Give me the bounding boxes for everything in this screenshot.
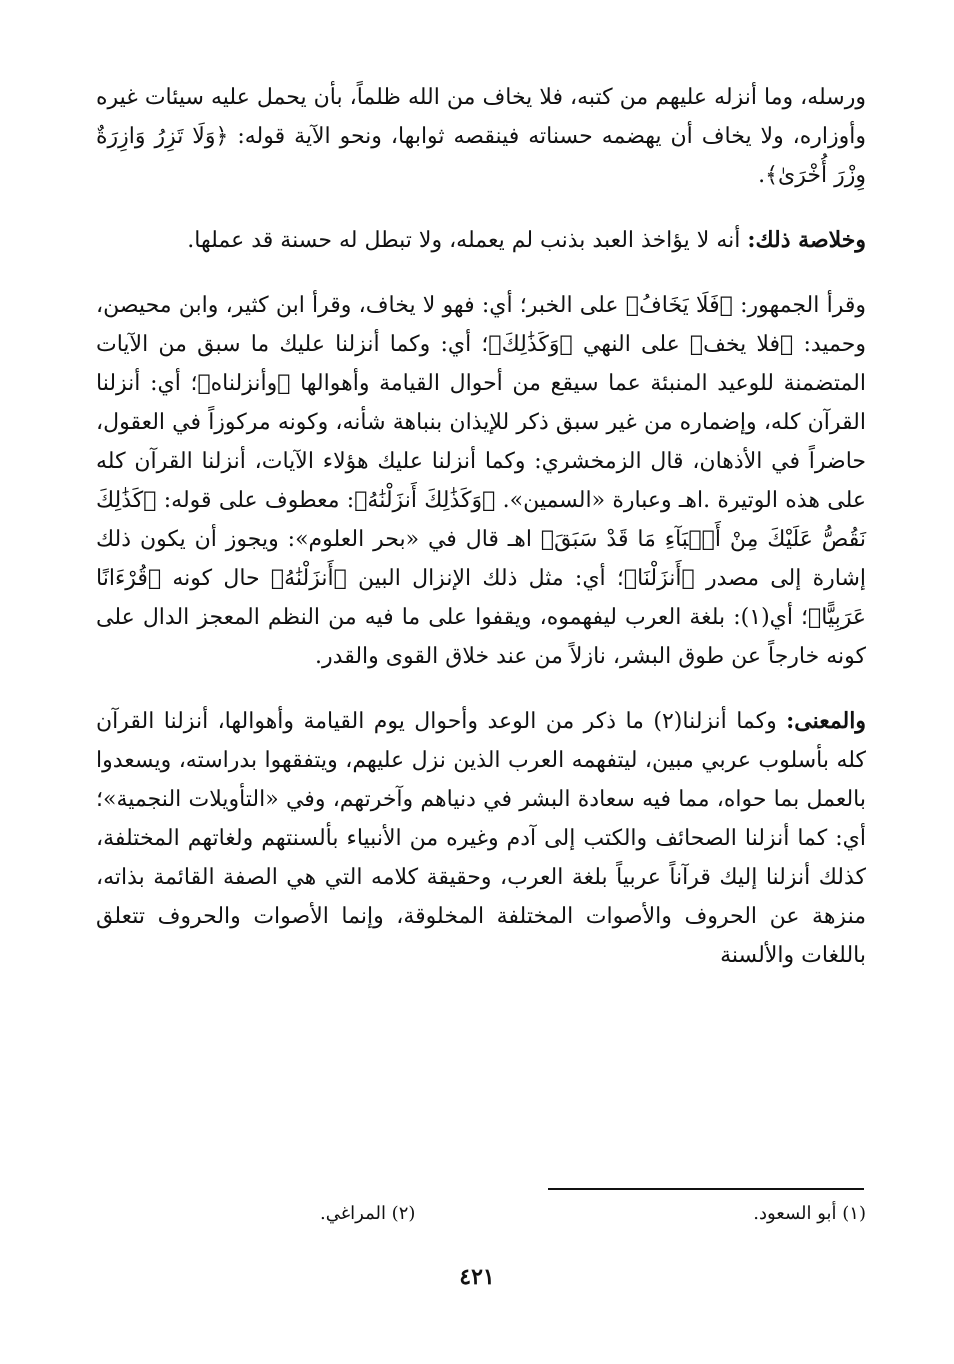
paragraph-1: [96, 78, 866, 195]
paragraph-4-text: وكما أنزلنا(٢) ما ذكر من الوعد وأحوال يوم القيامة وأهوالها، أنزلنا القرآن كله بأسلوب عربي مبين، ليتفهمه العرب الذين نزل عليهم، ويتفقهوا بدراسته، ويسعدوا بالعمل بما حواه، مما فيه سعادة البشر في دنياهم وآخرتهم، وفي «التأويلات النجمية»؛ أي: كما أنزلنا الصحائف والكتب إلى آدم وغيره من الأنبياء بألسنتهم ولغاتهم المختلفة، كذلك أنزلنا إليك قرآناً عربياً بلغة العرب، وحقيقة كلامه التي هي الصفة القائمة بذاته، منزهة عن الحروف والأصوات المختلفة المخلوقة، وإنما الأصوات والحروف تتعلق باللغات والألسنة: [96, 709, 866, 968]
paragraph-2-text: أنه لا يؤاخذ العبد بذنب لم يعمله، ولا تبطل له حسنة قد عملها.: [187, 228, 748, 253]
paragraph-4-lead: والمعنى:: [786, 708, 866, 734]
paragraph-3-text: وقرأ الجمهور: ﴿فَلَا يَخَافُ﴾ على الخبر؛ أي: فهو لا يخاف، وقرأ ابن كثير، وابن محيصن، وحميد: ﴿فلا يخف﴾ على النهي ﴿وَكَذَٰلِكَ﴾؛ أي: وكما أنزلنا عليك ما سبق من الآيات المتضمنة للوعيد المنبئة عما سيقع من أحوال القيامة وأهوالها ﴿وأنزلناه﴾؛ أي: أنزلنا القرآن كله، وإضماره من غير سبق ذكر للإيذان بنباهة شأنه، وكونه مركوزاً في العقول، حاضراً في الأذهان، قال الزمخشري: وكما أنزلنا عليك هؤلاء الآيات، أنزلنا القرآن كله على هذه الوتيرة .اهـ وعبارة «السمين». ﴿وَكَذَٰلِكَ أَنزَلْنَٰهُ﴾: معطوف على قوله: ﴿كَذَٰلِكَ نَقُصُّ عَلَيْكَ مِنْ أَنۢبَآءِ مَا قَدْ سَبَقَ﴾ اهـ قال في «بحر العلوم»: ويجوز أن يكون ذلك إشارة إلى مصدر ﴿أَنزَلْنَا﴾؛ أي: مثل ذلك الإنزال البين ﴿أَنزَلْنَٰهُ﴾ حال كونه ﴿قُرْءَانًا عَرَبِيًّا﴾؛ أي(١): بلغة العرب ليفهموه، ويقفوا على ما فيه من النظم المعجز الدال على كونه خارجاً عن طوق البشر، نازلاً من عند خلاق القوى والقدر.: [96, 293, 866, 669]
paragraph-3: [96, 286, 866, 676]
paragraph-2: [96, 221, 866, 260]
paragraph-4: [96, 702, 866, 975]
footnote-1: (١) أبو السعود.: [753, 1203, 866, 1224]
footnote-divider: [548, 1188, 864, 1190]
paragraph-2-lead: وخلاصة ذلك:: [747, 227, 866, 253]
footnotes: [320, 1203, 866, 1224]
paragraph-1-text: ورسله، وما أنزله عليهم من كتبه، فلا يخاف من الله ظلماً، بأن يحمل عليه سيئات غيره وأوزاره، ولا يخاف أن يهضمه حسناته فينقصه ثوابها، ونحو الآية قوله: ﴿وَلَا تَزِرُ وَازِرَةٌ وِزْرَ أُخْرَىٰ﴾.: [96, 85, 866, 188]
page-body: [96, 78, 866, 975]
page-number: ٤٢١: [459, 1264, 495, 1290]
footnote-2: (٢) المراغي.: [320, 1203, 416, 1224]
